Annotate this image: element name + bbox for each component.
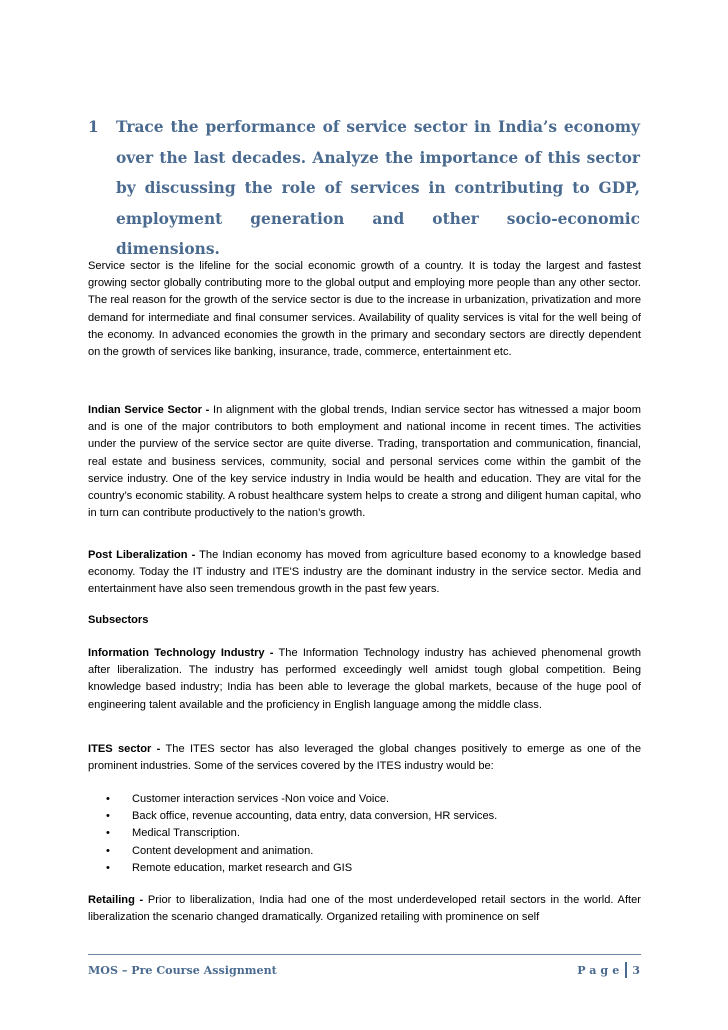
post-liberalization-paragraph xyxy=(88,547,641,599)
it-industry-heading: Information Technology Industry - xyxy=(88,647,274,659)
list-item: • Medical Transcription. xyxy=(88,825,641,842)
footer-divider xyxy=(88,954,641,955)
bullet-icon: • xyxy=(106,844,110,857)
ites-services-list xyxy=(88,791,641,877)
ites-heading: ITES sector - xyxy=(88,743,161,755)
footer-title: MOS – Pre Course Assignment xyxy=(88,964,277,977)
subsectors-paragraph xyxy=(88,612,641,629)
it-industry-text: The Information Technology industry has achieved phenomenal growth after liberalization. The industry has performed exceedingly well amidst tough global competition. Being knowledge based industry; India has been able to leverage the global markets, because of the huge pool of engineering talent available and the proficiency in English language among the middle class. xyxy=(88,647,641,711)
bullet-icon: • xyxy=(106,827,110,840)
bullet-icon: • xyxy=(106,793,110,805)
bullet-icon: • xyxy=(106,861,110,874)
question-text: Trace the performance of service sector in India’s economy over the last decades. Analyze the importance of this sector by discussing the role of services in contributing to GDP, employment generation and other socio-economic dimensions. xyxy=(116,118,640,258)
retailing-heading: Retailing - xyxy=(88,894,144,906)
ites-paragraph xyxy=(88,741,641,775)
retailing-text: Prior to liberalization, India had one of the most underdeveloped retail sectors in the world. After liberalization the scenario changed dramatically. Organized retailing with prominence on self xyxy=(88,894,641,924)
post-liberalization-text: The Indian economy has moved from agriculture based economy to a knowledge based economy. Today the IT industry and ITE'S industry are the dominant industry in the service sector. Media and entertainment have also seen tremendous growth in the past few years. xyxy=(88,549,641,596)
it-industry-paragraph xyxy=(88,645,641,714)
question-number: 1 xyxy=(88,118,99,136)
page-indicator xyxy=(577,962,640,978)
indian-service-sector-paragraph xyxy=(88,402,641,522)
subsectors-heading: Subsectors xyxy=(88,614,149,626)
list-item: • Customer interaction services -Non voice and Voice. xyxy=(88,791,641,808)
list-item: • Back office, revenue accounting, data entry, data conversion, HR services. xyxy=(88,808,641,825)
page-label: Page xyxy=(577,963,624,977)
ites-text: The ITES sector has also leveraged the global changes positively to emerge as one of the prominent industries. Some of the services covered by the ITES industry would be: xyxy=(88,743,641,773)
question-heading xyxy=(88,112,640,265)
list-item: • Content development and animation. xyxy=(88,843,641,860)
page-separator xyxy=(625,962,627,978)
list-item: • Remote education, market research and GIS xyxy=(88,860,641,877)
page-number: 3 xyxy=(632,963,640,977)
indian-service-sector-text: In alignment with the global trends, Indian service sector has witnessed a major boom and is one of the major contributors to both employment and national income in recent times. The activities under the purview of the service sector are quite diverse. Trading, transportation and communication, financial, real estate and business services, community, social and personal services come within the gambit of the service industry. One of the key service industry in India would be health and education. They are vital for the country’s economic stability. A robust healthcare system helps to create a strong and diligent human capital, who in turn can contribute productively to the nation’s growth. xyxy=(88,404,641,520)
post-liberalization-heading: Post Liberalization - xyxy=(88,549,196,561)
retailing-paragraph xyxy=(88,892,641,926)
intro-paragraph: Service sector is the lifeline for the social economic growth of a country. It is today the largest and fastest growing sector globally contributing more to the global output and employing more people than any other sector. The real reason for the growth of the service sector is due to the increase in urbanization, privatization and more demand for intermediate and final consumer services. Availability of quality services is vital for the well being of the economy. In advanced economies the growth in the primary and secondary sectors are directly dependent on the growth of services like banking, insurance, trade, commerce, entertainment etc. xyxy=(88,260,641,359)
bullet-icon: • xyxy=(106,810,110,823)
indian-service-sector-heading: Indian Service Sector - xyxy=(88,404,210,416)
